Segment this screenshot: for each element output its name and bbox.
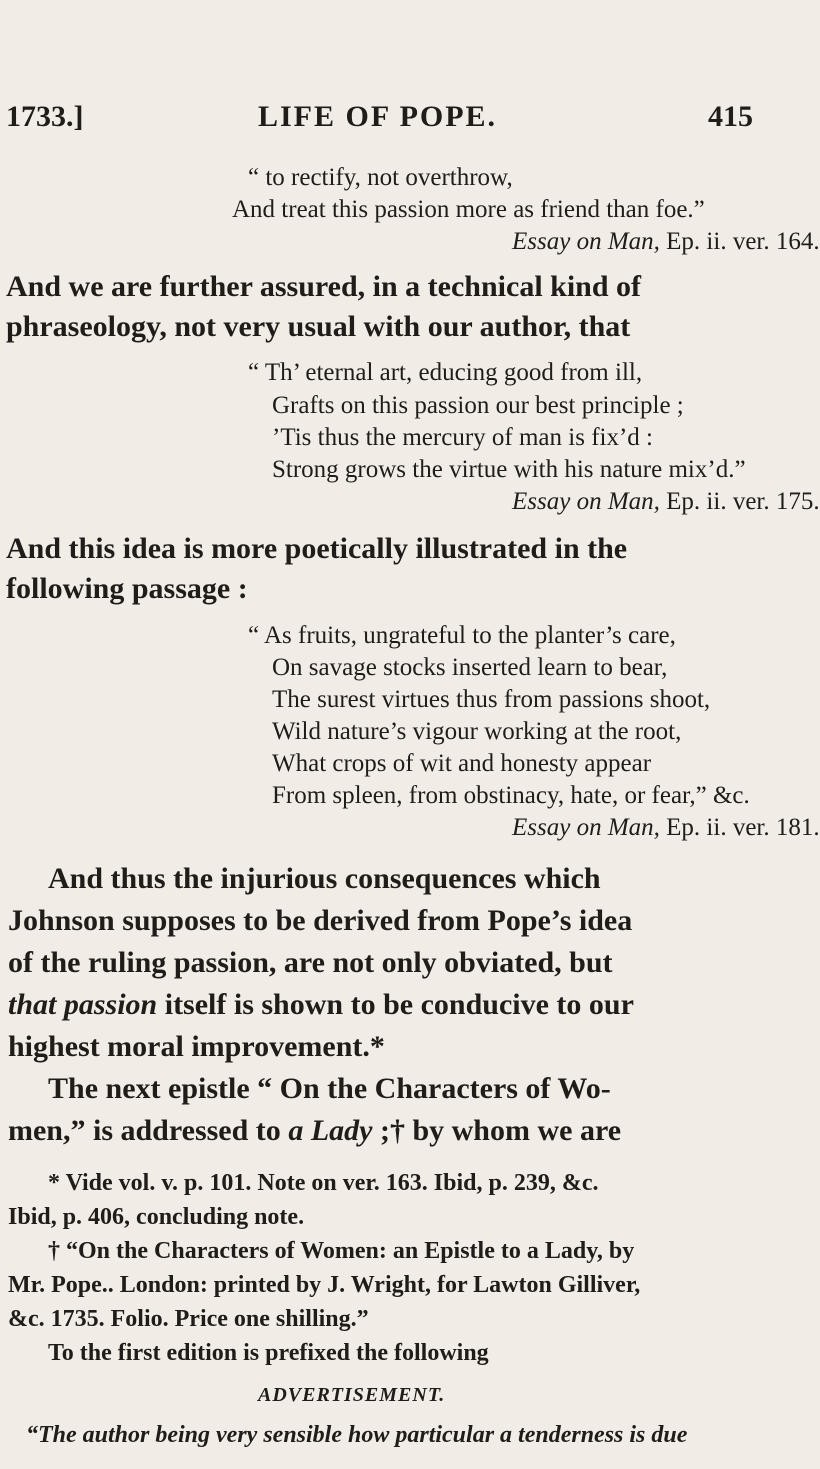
footnote-line: † “On the Characters of Women: an Epistle to a Lady, by [48, 1238, 635, 1264]
footnote-line: Ibid, p. 406, concluding note. [8, 1204, 305, 1230]
quote3-citation [512, 814, 820, 842]
quote2-line: Strong grows the virtue with his nature mix’d.” [272, 456, 746, 483]
running-head-year: 1733.] [6, 100, 84, 133]
para2-line: And this idea is more poetically illustrated in the [6, 532, 628, 565]
page-number: 415 [708, 100, 753, 133]
running-head-title: LIFE OF POPE. [258, 100, 498, 133]
citation-ref: Ep. ii. ver. 164. [666, 228, 820, 255]
quote3-line: Wild nature’s vigour working at the root, [272, 718, 682, 745]
footnote-line: To the first edition is prefixed the following [48, 1340, 489, 1366]
footnote-line: Mr. Pope.. London: printed by J. Wright, for Lawton Gilliver, [8, 1272, 641, 1298]
quote2-line: “ Th’ eternal art, educing good from ill, [248, 359, 643, 386]
advertisement-text: “The author being very sensible how particular a tenderness is due [26, 1422, 688, 1448]
para4-line [8, 1114, 621, 1148]
citation-ref: Ep. ii. ver. 181. [666, 814, 820, 841]
para3-line-rest: itself is shown to be conducive to our [157, 988, 634, 1021]
quote1-line: And treat this passion more as friend than foe.” [232, 196, 705, 223]
footnote-line: &c. 1735. Folio. Price one shilling.” [8, 1306, 369, 1332]
para1-line: And we are further assured, in a technical kind of [6, 270, 642, 303]
para3-line: And thus the injurious consequences which [48, 862, 601, 895]
para3-line: of the ruling passion, are not only obviated, but [8, 946, 613, 979]
quote3-line: From spleen, from obstinacy, hate, or fear,” &c. [272, 782, 750, 809]
citation-title: Essay on Man, [512, 228, 660, 255]
footnote-line: * Vide vol. v. p. 101. Note on ver. 163. Ibid, p. 239, &c. [48, 1170, 599, 1196]
quote3-line: The surest virtues thus from passions shoot, [272, 686, 711, 713]
citation-title: Essay on Man, [512, 488, 660, 515]
para4-text-b: ;† by whom we are [372, 1114, 622, 1147]
advertisement-heading: ADVERTISEMENT. [258, 1384, 446, 1406]
quote3-line: What crops of wit and honesty appear [272, 750, 652, 777]
quote3-line: “ As fruits, ungrateful to the planter’s care, [248, 622, 676, 649]
para4-line: The next epistle “ On the Characters of Wo- [48, 1072, 611, 1105]
quote2-citation [512, 488, 820, 516]
citation-ref: Ep. ii. ver. 175. [666, 488, 820, 515]
para4-italic-phrase: a Lady [288, 1114, 373, 1147]
para4-text-a: men,” is addressed to [8, 1114, 289, 1147]
citation-title: Essay on Man, [512, 814, 660, 841]
para3-line: highest moral improvement.* [8, 1030, 385, 1063]
quote2-line: Grafts on this passion our best principle ; [272, 392, 684, 419]
running-head [0, 100, 800, 140]
quote1-line: “ to rectify, not overthrow, [248, 164, 513, 191]
para3-italic-phrase: that passion [8, 988, 158, 1021]
para2-line: following passage : [6, 572, 248, 605]
para1-line: phraseology, not very usual with our author, that [6, 310, 631, 343]
para3-line: Johnson supposes to be derived from Pope’s idea [8, 904, 633, 937]
para3-line [8, 988, 634, 1022]
quote1-citation [512, 228, 820, 256]
quote2-line: ’Tis thus the mercury of man is fix’d : [272, 424, 653, 451]
quote3-line: On savage stocks inserted learn to bear, [272, 654, 668, 681]
